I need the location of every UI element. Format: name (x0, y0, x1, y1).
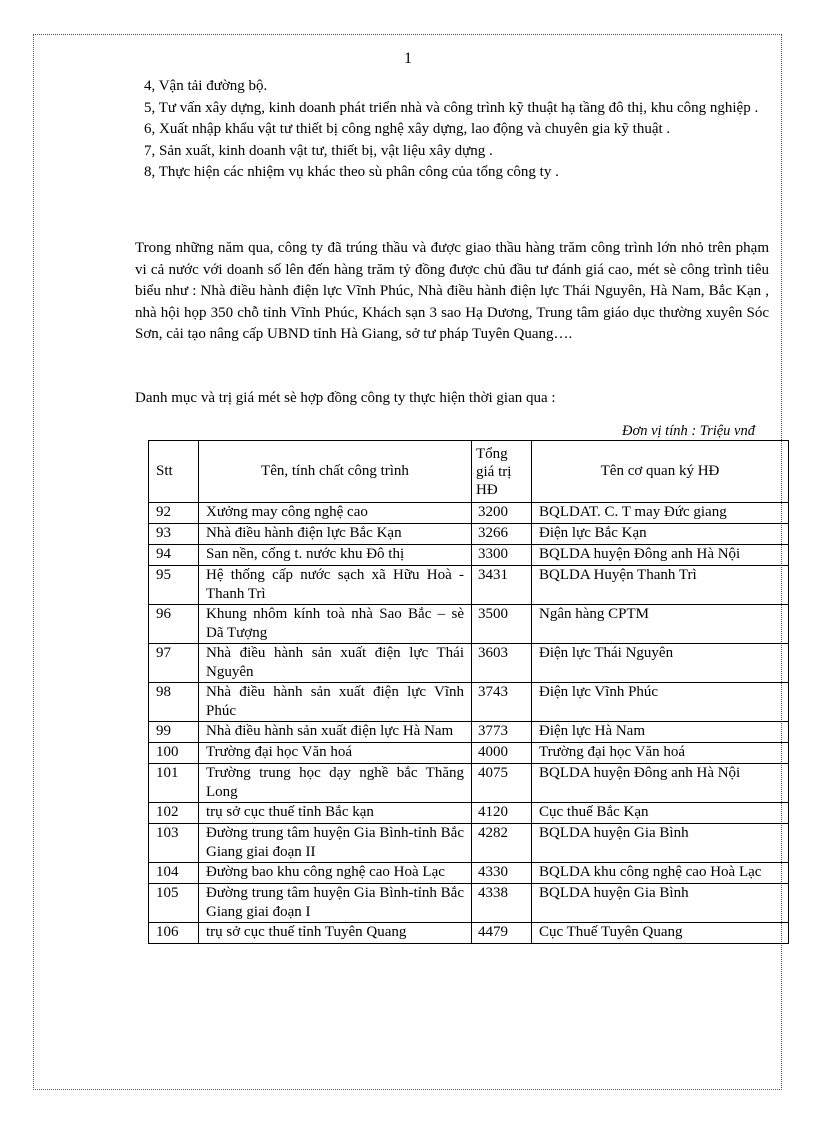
cell-agency: BQLDA Huyện Thanh Trì (532, 566, 789, 605)
cell-name: San nền, cống t. nước khu Đô thị (199, 545, 472, 566)
cell-name: Đường trung tâm huyện Gia Bình-tỉnh Bắc Giang giai đoạn I (199, 884, 472, 923)
table-row (149, 803, 789, 824)
list-item: 5, Tư vấn xây dựng, kinh doanh phát triển nhà và công trình kỹ thuật hạ tầng đô thị, khu công nghiệp . (144, 99, 759, 116)
table-row (149, 884, 789, 923)
table-intro: Danh mục và trị giá mét sè hợp đồng công ty thực hiện thời gian qua : (135, 390, 556, 406)
cell-name: Trường đại học Văn hoá (199, 743, 472, 764)
cell-name: trụ sở cục thuế tỉnh Tuyên Quang (199, 923, 472, 944)
cell-stt: 100 (149, 743, 199, 764)
header-name: Tên, tính chất công trình (199, 441, 472, 503)
cell-value: 3300 (472, 545, 532, 566)
cell-agency: BQLDA huyện Gia Bình (532, 884, 789, 923)
list-item: 8, Thực hiện các nhiệm vụ khác theo sù phân công của tổng công ty . (144, 164, 559, 180)
cell-value: 3743 (472, 683, 532, 722)
cell-value: 4330 (472, 863, 532, 884)
cell-agency: BQLDA huyện Gia Bình (532, 824, 789, 863)
cell-value: 3773 (472, 722, 532, 743)
cell-stt: 106 (149, 923, 199, 944)
list-item: 6, Xuất nhập khẩu vật tư thiết bị công nghệ xây dựng, lao động và chuyên gia kỹ thuật . (144, 121, 671, 137)
header-stt: Stt (149, 441, 199, 503)
table-row (149, 503, 789, 524)
unit-note: Đơn vị tính : Triệu vnđ (622, 423, 755, 439)
cell-stt: 98 (149, 683, 199, 722)
cell-stt: 105 (149, 884, 199, 923)
table-row (149, 683, 789, 722)
cell-value: 4075 (472, 764, 532, 803)
business-lines-list (135, 76, 770, 184)
cell-value: 3200 (472, 503, 532, 524)
table-row (149, 863, 789, 884)
cell-value: 4338 (472, 884, 532, 923)
cell-stt: 97 (149, 644, 199, 683)
company-summary-paragraph: Trong những năm qua, công ty đã trúng thầu và được giao thầu hàng trăm công trình lớn nhỏ trên phạm vi cả nước với doanh số lên đến hàng trăm tỷ đồng được chủ đầu tư đánh giá cao, mét sè công trình tiêu biểu như : Nhà điều hành điện lực Vĩnh Phúc, Nhà điều hành điện lực Thái Nguyên, Hà Nam, Bắc Kạn , nhà hội họp 350 chỗ tỉnh Vĩnh Phúc, Khách sạn 3 sao Hạ Dương, Trung tâm giáo dục thường xuyên Sóc Sơn, cải tạo nâng cấp UBND tỉnh Hà Giang, sở tư pháp Tuyên Quang…. (135, 240, 769, 342)
header-value: Tổng giá trị HĐ (472, 441, 532, 503)
table-row (149, 764, 789, 803)
page-number: 1 (404, 50, 412, 67)
cell-stt: 96 (149, 605, 199, 644)
contracts-table (148, 440, 789, 944)
cell-name: Xưởng may công nghệ cao (199, 503, 472, 524)
cell-name: Hệ thống cấp nước sạch xã Hữu Hoà - Thanh Trì (199, 566, 472, 605)
cell-name: trụ sở cục thuế tỉnh Bắc kạn (199, 803, 472, 824)
cell-stt: 95 (149, 566, 199, 605)
cell-value: 4000 (472, 743, 532, 764)
cell-stt: 94 (149, 545, 199, 566)
cell-stt: 104 (149, 863, 199, 884)
table-body (149, 503, 789, 944)
cell-agency: BQLDA huyện Đông anh Hà Nội (532, 545, 789, 566)
cell-value: 3500 (472, 605, 532, 644)
cell-name: Trường trung học dạy nghề bắc Thăng Long (199, 764, 472, 803)
cell-name: Nhà điều hành sản xuất điện lực Thái Nguyên (199, 644, 472, 683)
list-item: 4, Vận tải đường bộ. (144, 78, 268, 94)
table-row (149, 722, 789, 743)
cell-name: Nhà điều hành sản xuất điện lực Vĩnh Phúc (199, 683, 472, 722)
cell-agency: Cục thuế Bắc Kạn (532, 803, 789, 824)
cell-agency: Trường đại học Văn hoá (532, 743, 789, 764)
header-agency: Tên cơ quan ký HĐ (532, 441, 789, 503)
cell-value: 4282 (472, 824, 532, 863)
cell-name: Đường trung tâm huyện Gia Bình-tỉnh Bắc Giang giai đoạn II (199, 824, 472, 863)
cell-agency: BQLDA khu công nghệ cao Hoà Lạc (532, 863, 789, 884)
table-row (149, 923, 789, 944)
cell-value: 3603 (472, 644, 532, 683)
list-item: 7, Sản xuất, kinh doanh vật tư, thiết bị, vật liệu xây dựng . (144, 142, 493, 159)
cell-stt: 93 (149, 524, 199, 545)
cell-stt: 92 (149, 503, 199, 524)
cell-value: 4120 (472, 803, 532, 824)
cell-stt: 103 (149, 824, 199, 863)
cell-name: Nhà điều hành sản xuất điện lực Hà Nam (199, 722, 472, 743)
cell-agency: BQLDAT. C. T may Đức giang (532, 503, 789, 524)
table-header-row (149, 441, 789, 503)
cell-stt: 101 (149, 764, 199, 803)
cell-agency: Cục Thuế Tuyên Quang (532, 923, 789, 944)
table-row (149, 743, 789, 764)
cell-agency: Ngân hàng CPTM (532, 605, 789, 644)
cell-value: 3266 (472, 524, 532, 545)
cell-agency: Điện lực Vĩnh Phúc (532, 683, 789, 722)
cell-name: Nhà điều hành điện lực Bắc Kạn (199, 524, 472, 545)
cell-value: 3431 (472, 566, 532, 605)
cell-name: Khung nhôm kính toà nhà Sao Bắc – sè Dã Tượng (199, 605, 472, 644)
cell-agency: Điện lực Thái Nguyên (532, 644, 789, 683)
cell-value: 4479 (472, 923, 532, 944)
cell-agency: Điện lực Bắc Kạn (532, 524, 789, 545)
table-row (149, 824, 789, 863)
table-row (149, 545, 789, 566)
table-row (149, 524, 789, 545)
table-row (149, 644, 789, 683)
table-row (149, 566, 789, 605)
cell-agency: BQLDA huyện Đông anh Hà Nội (532, 764, 789, 803)
table-row (149, 605, 789, 644)
cell-name: Đường bao khu công nghệ cao Hoà Lạc (199, 863, 472, 884)
cell-stt: 99 (149, 722, 199, 743)
cell-agency: Điện lực Hà Nam (532, 722, 789, 743)
cell-stt: 102 (149, 803, 199, 824)
